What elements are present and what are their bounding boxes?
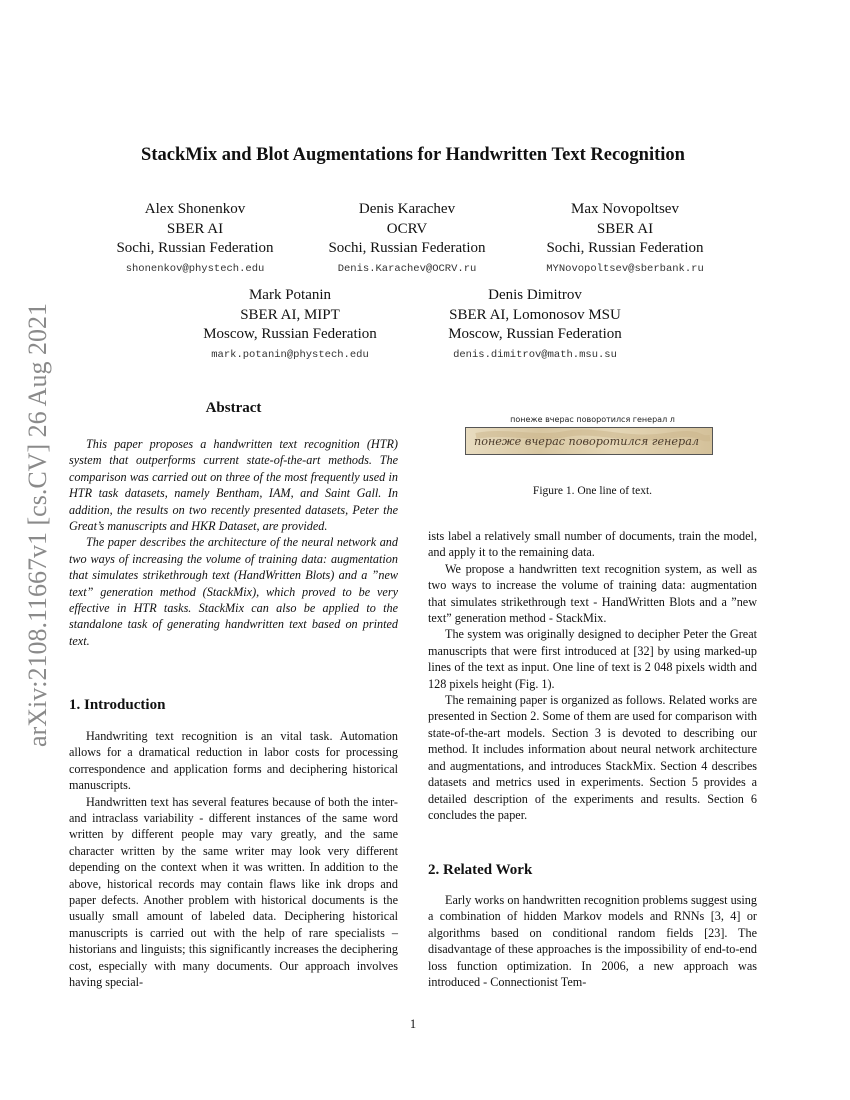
author-block — [302, 200, 512, 279]
body-paragraph: We propose a handwritten text recognition system, as well as two ways to increase the volume of training data: augmentation that simulates strikethrough text - HandWritten Blots and a ”new text” generation method - StackMix. — [428, 561, 757, 626]
paper-title: StackMix and Blot Augmentations for Handwritten Text Recognition — [141, 145, 685, 165]
author-affiliation: SBER AI — [596, 220, 654, 237]
author-affiliation: SBER AI, Lomonosov MSU — [449, 306, 621, 323]
figure-transcription: понеже вчерас поворотился генерал л — [510, 415, 675, 424]
introduction-body — [69, 728, 398, 991]
figure-caption: Figure 1. One line of text. — [532, 485, 653, 497]
author-email[interactable]: shonenkov@phystech.edu — [125, 262, 265, 275]
related-work-section — [428, 862, 757, 990]
continuation-text: ists label a relatively small number of documents, train the model, and apply it to the remaining data. — [428, 529, 757, 560]
page-number: 1 — [409, 1017, 417, 1031]
author-email[interactable]: MYNovopoltsev@sberbank.ru — [546, 262, 704, 275]
author-block — [90, 200, 300, 279]
author-block — [185, 286, 395, 365]
author-location: Sochi, Russian Federation — [328, 240, 486, 256]
abstract-body — [69, 436, 398, 649]
body-paragraph: Handwriting text recognition is an vital task. Automation allows for a dramatical reduction in labor costs for processing correspondence and application forms and deciphering historical manuscripts. — [69, 729, 398, 793]
introduction-section — [69, 697, 398, 991]
author-affiliation: SBER AI — [166, 220, 224, 237]
handwriting-svg — [466, 428, 712, 454]
arxiv-stamp: arXiv:2108.11667v1 [cs.CV] 26 Aug 2021 — [23, 303, 52, 747]
author-name: Denis Dimitrov — [488, 287, 582, 303]
body-paragraph: Early works on handwritten recognition problems suggest using a combination of hidden Markov models and RNNs [3, 4] or algorithms based on conditional random fields [23]. The disadvantage of these approaches is the impossibility of end-to-end loss function optimization. In 2006, a new approach was introduced - Connectionist Tem- — [428, 893, 757, 990]
abstract-paragraph: The paper describes the architecture of the neural network and two ways of increasing the volume of training data: augmentation that simulates strikethrough text (HandWritten Blots) and a ”new text” generation method (StackMix), which proved to be very effective in HTR tasks. StackMix can also be applied to the standalone task of generating handwritten text based on printed text. — [69, 535, 398, 648]
handwriting-text: понеже вчерас поворотился генерал — [474, 434, 699, 448]
abstract-paragraph: This paper proposes a handwritten text recognition (HTR) system that outperforms current state-of-the-art methods. The comparison was carried out on three of the most frequently used in HTR task datasets, namely Bentham, IAM, and Saint Gall. In addition, the results on two recently presented datasets, Peter the Great’s manuscripts and HKR Dataset, are provided. — [69, 437, 398, 534]
author-name: Mark Potanin — [248, 287, 332, 303]
author-location: Sochi, Russian Federation — [546, 240, 704, 256]
author-email[interactable]: denis.dimitrov@math.msu.su — [453, 348, 617, 361]
related-work-body — [428, 892, 757, 990]
author-location: Moscow, Russian Federation — [203, 326, 377, 342]
author-block — [520, 200, 730, 279]
author-block — [430, 286, 640, 365]
abstract-heading: Abstract — [205, 400, 262, 416]
body-paragraph: The remaining paper is organized as follows. Related works are presented in Section 2. Some of them are used for comparison with state-of-the-art models. Section 3 is devoted to describing our method. It includes information about neural network architecture and augmentations, and introduces StackMix. Section 4 describes datasets and metrics used in experiments. Section 5 provides a detailed description of the experiments and results. Section 6 concludes the paper. — [428, 693, 757, 822]
author-email[interactable]: mark.potanin@phystech.edu — [211, 348, 369, 361]
body-paragraph: Handwritten text has several features because of both the inter- and intraclass variability - different instances of the same word written by different people may vary greatly, and the same character written by the same writer may look very different depending on the context when it was written. In addition to the above, historical records may contain flaws like ink drops and paper defects. Another problem with historical documents is the usually small amount of labeled data. Deciphering historical manuscripts is carried out with the help of rare specialists – historians and linguists; this significantly increases the deciphering cost, especially with many documents. Our approach involves having special- — [69, 794, 398, 990]
author-affiliation: SBER AI, MIPT — [240, 306, 340, 323]
author-name: Denis Karachev — [358, 201, 456, 217]
author-location: Sochi, Russian Federation — [116, 240, 274, 256]
author-name: Max Novopoltsev — [571, 201, 679, 217]
handwriting-line-image — [465, 427, 713, 455]
author-affiliation: OCRV — [386, 220, 428, 237]
section-heading: 2. Related Work — [428, 862, 533, 878]
author-name: Alex Shonenkov — [144, 201, 246, 217]
section-heading: 1. Introduction — [69, 697, 166, 713]
author-email[interactable]: Denis.Karachev@OCRV.ru — [337, 262, 477, 275]
author-location: Moscow, Russian Federation — [448, 326, 622, 342]
right-column-body — [428, 528, 757, 823]
body-paragraph: The system was originally designed to decipher Peter the Great manuscripts that were first introduced at [32] by using marked-up lines of the text as input. One line of text is 2 048 pixels width and 128 pixels height (Fig. 1). — [428, 627, 757, 691]
